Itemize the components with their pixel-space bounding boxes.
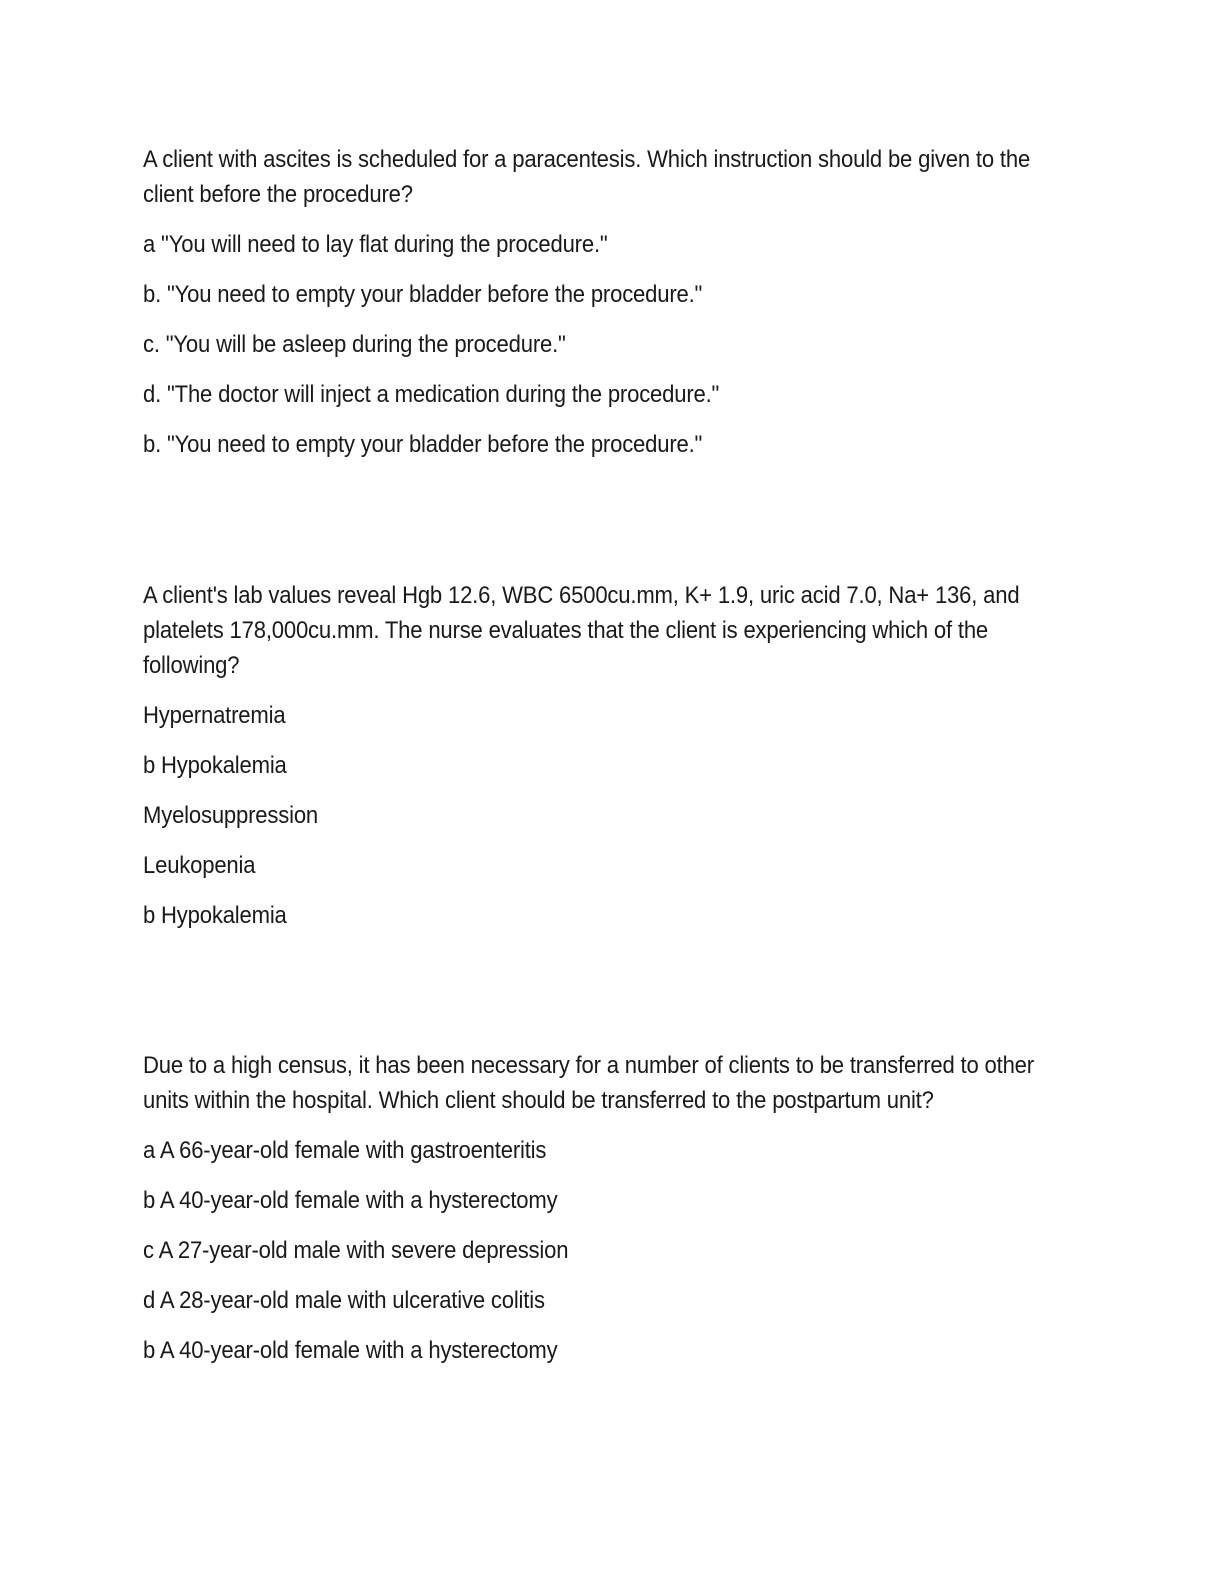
answer-text: b A 40-year-old female with a hysterectomy	[143, 1337, 558, 1364]
option-item: d. "The doctor will inject a medication during the procedure."	[143, 381, 720, 408]
option-item: Myelosuppression	[143, 802, 319, 829]
answer-text: b. "You need to empty your bladder before the procedure."	[143, 431, 703, 458]
question-text: A client's lab values reveal Hgb 12.6, WBC 6500cu.mm, K+ 1.9, uric acid 7.0, Na+ 136, and platelets 178,000cu.mm. The nurse evaluates that the client is experiencing which of the following?	[143, 582, 1020, 679]
option-item: b Hypokalemia	[143, 752, 287, 779]
question-block	[143, 142, 1083, 462]
option-item: d A 28-year-old male with ulcerative colitis	[143, 1287, 545, 1314]
option-item: b A 40-year-old female with a hysterectomy	[143, 1187, 558, 1214]
option-item: a "You will need to lay flat during the procedure."	[143, 231, 608, 258]
option-item: a A 66-year-old female with gastroenteritis	[143, 1137, 547, 1164]
question-text: Due to a high census, it has been necessary for a number of clients to be transferred to other units within the hospital. Which client should be transferred to the postpartum unit?	[143, 1052, 1034, 1114]
option-item: c. "You will be asleep during the procedure."	[143, 331, 566, 358]
options-list	[143, 1133, 1083, 1368]
question-block	[143, 1048, 1083, 1368]
option-item: Hypernatremia	[143, 702, 286, 729]
option-item: c A 27-year-old male with severe depression	[143, 1237, 569, 1264]
option-item: Leukopenia	[143, 852, 256, 879]
question-block	[143, 578, 1083, 933]
document-page	[143, 0, 1083, 1584]
option-item: b. "You need to empty your bladder before the procedure."	[143, 281, 703, 308]
answer-text: b Hypokalemia	[143, 902, 287, 929]
question-text: A client with ascites is scheduled for a paracentesis. Which instruction should be given to the client before the procedure?	[143, 146, 1031, 208]
options-list	[143, 227, 1083, 462]
options-list	[143, 698, 1083, 933]
